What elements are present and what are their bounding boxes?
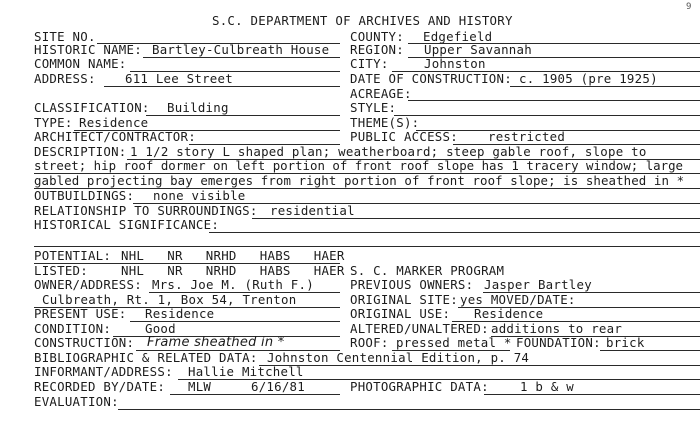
style-line: [394, 115, 700, 116]
present-use-value: Residence: [145, 306, 215, 321]
city-label: CITY:: [350, 56, 389, 71]
original-use-value: Residence: [474, 306, 544, 321]
county-value: Edgefield: [423, 29, 493, 44]
date-of-construction-label: DATE OF CONSTRUCTION:: [350, 71, 512, 86]
city-value: Johnston: [424, 56, 486, 71]
description-line-1: 1 1/2 story L shaped plan; weatherboard; steep gable roof, slope to: [130, 144, 647, 159]
altered-value: additions to rear: [491, 321, 623, 336]
recorded-by-value: MLW: [188, 379, 212, 394]
informant-label: INFORMANT/ADDRESS:: [34, 364, 173, 379]
historic-name-value: Bartley-Culbreath House: [152, 42, 330, 57]
construction-label: CONSTRUCTION:: [34, 335, 135, 350]
informant-value: Hallie Mitchell: [188, 364, 304, 379]
original-site-label: ORIGINAL SITE:: [350, 292, 458, 307]
original-site-value: yes MOVED/DATE:: [460, 292, 576, 307]
form-title: S.C. DEPARTMENT OF ARCHIVES AND HISTORY: [212, 13, 513, 28]
classification-value: Building: [167, 100, 229, 115]
region-label: REGION:: [350, 42, 404, 57]
historical-significance-line-2: [34, 246, 700, 247]
recorded-by-label: RECORDED BY/DATE:: [34, 379, 166, 394]
corner-mark: 9: [686, 2, 692, 12]
evaluation-line: [118, 409, 700, 410]
county-label: COUNTY:: [350, 29, 404, 44]
acreage-label: ACREAGE:: [350, 86, 412, 101]
public-access-value: restricted: [488, 129, 566, 144]
type-value: Residence: [79, 115, 149, 130]
outbuildings-value: none visible: [153, 188, 246, 203]
address-line: [104, 86, 340, 87]
acreage-line: [408, 100, 700, 101]
style-label: STYLE:: [350, 100, 397, 115]
region-value: Upper Savannah: [424, 42, 532, 57]
roof-label: ROOF:: [350, 335, 389, 350]
foundation-label: FOUNDATION:: [516, 335, 601, 350]
relationship-line: [252, 218, 700, 219]
photographic-data-label: PHOTOGRAPHIC DATA:: [350, 379, 489, 394]
construction-value: Frame sheathed in *: [147, 335, 285, 350]
potential-designations: NHL NR NRHD HABS HAER: [121, 248, 345, 263]
description-line-3: gabled projecting bay emerges from right portion of front roof slope; is sheathed in *: [34, 173, 685, 188]
altered-label: ALTERED/UNALTERED:: [350, 321, 489, 336]
architect-label: ARCHITECT/CONTRACTOR:: [34, 129, 196, 144]
listed-designations: NHL NR NRHD HABS HAER: [121, 263, 345, 278]
owner-address-value-2: Culbreath, Rt. 1, Box 54, Trenton: [42, 292, 297, 307]
recorded-by-line: [170, 394, 340, 395]
previous-owners-value: Jasper Bartley: [484, 277, 592, 292]
foundation-value: brick: [606, 335, 645, 350]
photographic-data-line: [484, 394, 700, 395]
description-line-2: street; hip roof dormer on left portion of front roof slope has 1 tracery window; large: [34, 158, 684, 173]
relationship-label: RELATIONSHIP TO SURROUNDINGS:: [34, 203, 258, 218]
original-use-label: ORIGINAL USE:: [350, 306, 451, 321]
sc-marker-program: S. C. MARKER PROGRAM: [350, 263, 505, 278]
theme-label: THEME(S):: [350, 115, 420, 130]
listed-label: LISTED:: [34, 263, 88, 278]
owner-address-value-1: Mrs. Joe M. (Ruth F.): [152, 277, 314, 292]
address-label: ADDRESS:: [34, 71, 96, 86]
bibliographic-line: [259, 365, 700, 366]
historic-name-line: [143, 57, 340, 58]
classification-label: CLASSIFICATION:: [34, 100, 150, 115]
bibliographic-value: Johnston Centennial Edition, p. 74: [267, 350, 530, 365]
historical-significance-label: HISTORICAL SIGNIFICANCE:: [34, 217, 220, 232]
photographic-data-value: 1 b & w: [520, 379, 574, 394]
previous-owners-label: PREVIOUS OWNERS:: [350, 277, 474, 292]
site-no-label: SITE NO.: [34, 29, 96, 44]
public-access-label: PUBLIC ACCESS:: [350, 129, 458, 144]
condition-value: Good: [145, 321, 176, 336]
common-name-label: COMMON NAME:: [34, 56, 127, 71]
date-of-construction-line: [510, 86, 700, 87]
bibliographic-label: BIBLIOGRAPHIC & RELATED DATA:: [34, 350, 258, 365]
present-use-label: PRESENT USE:: [34, 306, 127, 321]
evaluation-label: EVALUATION:: [34, 394, 119, 409]
classification-line: [146, 115, 340, 116]
potential-label: POTENTIAL:: [34, 248, 112, 263]
relationship-value: residential: [270, 203, 355, 218]
roof-value: pressed metal *: [396, 335, 512, 350]
historical-significance-line: [209, 232, 700, 233]
date-of-construction-value: c. 1905 (pre 1925): [519, 71, 658, 86]
type-label: TYPE:: [34, 115, 73, 130]
description-label: DESCRIPTION:: [34, 144, 127, 159]
address-value: 611 Lee Street: [125, 71, 233, 86]
historic-name-label: HISTORIC NAME:: [34, 42, 142, 57]
owner-address-label: OWNER/ADDRESS:: [34, 277, 142, 292]
recorded-date-value: 6/16/81: [251, 379, 305, 394]
condition-label: CONDITION:: [34, 321, 112, 336]
outbuildings-label: OUTBUILDINGS:: [34, 188, 135, 203]
foundation-line: [600, 350, 700, 351]
